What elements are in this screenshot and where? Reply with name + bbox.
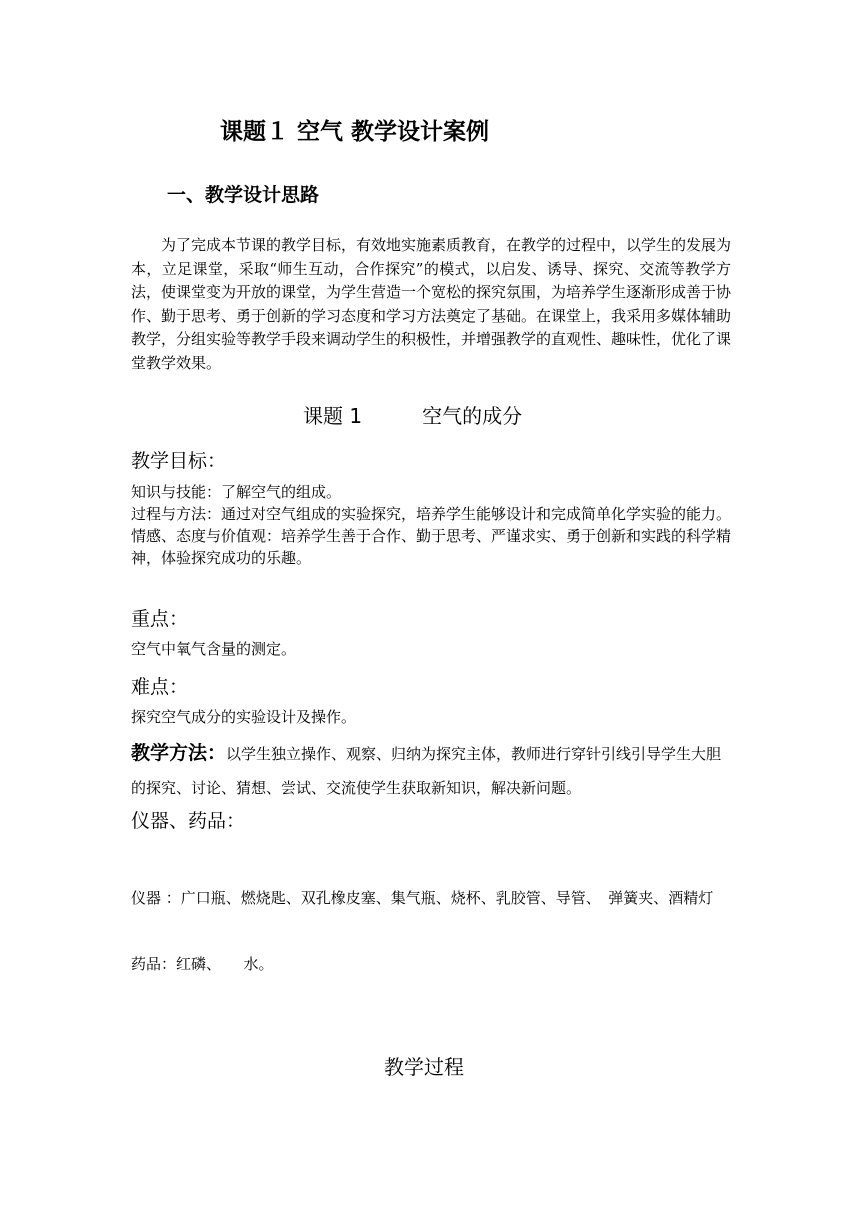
lesson-name: 空气的成分: [422, 404, 523, 428]
process-heading: 教学过程: [384, 1055, 464, 1079]
materials-body: [131, 843, 731, 997]
objective-process: 过程与方法：通过对空气组成的实验探究，培养学生能够设计和完成简单化学实验的能力。: [131, 505, 732, 523]
instruments-list: 仪器 ：广口瓶、燃烧匙、双孔橡皮塞、集气瓶、烧杯、乳胶管、导管、 弹簧夹、酒精灯: [131, 889, 714, 907]
method-heading: 教学方法：: [131, 742, 227, 764]
method-text: 以学生独立操作、观察、归纳为探究主体，教师进行穿针引线引导学生大胆的探究、讨论、猜想、尝试、交流使学生获取新知识，解决新问题。: [131, 745, 722, 797]
objectives-body: [131, 481, 731, 569]
objectives-heading: 教学目标：: [131, 450, 227, 472]
difficulty-heading: 难点：: [131, 676, 189, 698]
chemicals-list: 药品：红磷、 水。: [131, 955, 274, 973]
difficulty-text: 探究空气成分的实验设计及操作。: [131, 708, 357, 726]
key-point-text: 空气中氧气含量的测定。: [131, 640, 297, 658]
key-point-heading: 重点：: [131, 608, 189, 630]
design-idea-paragraph: 为了完成本节课的教学目标，有效地实施素质教育，在教学的过程中，以学生的发展为本，立足课堂，采取“师生互动，合作探究”的模式，以启发、诱导、探究、交流等教学方法，使课堂变为开放的课堂，为学生营造一个宽松的探究氛围，为培养学生逐渐形成善于协作、勤于思考、勇于创新的学习态度和学习方法奠定了基础。在课堂上，我采用多媒体辅助教学，分组实验等教学手段来调动学生的积极性，并增强教学的直观性、趣味性，优化了课堂教学效果。: [131, 236, 732, 372]
section-heading-design-idea: 一、教学设计思路: [167, 184, 320, 206]
lesson-number: 课题 1: [303, 404, 363, 428]
objective-emotion: 情感、态度与价值观：培养学生善于合作、勤于思考、严谨求实、勇于创新和实践的科学精神，体验探究成功的乐趣。: [131, 527, 732, 567]
teaching-method: [131, 736, 735, 805]
materials-heading: 仪器、药品：: [131, 810, 246, 832]
objective-knowledge: 知识与技能：了解空气的组成。: [131, 483, 342, 501]
document-title: 课题１ 空气 教学设计案例: [220, 119, 490, 145]
lesson-title: [303, 400, 522, 429]
